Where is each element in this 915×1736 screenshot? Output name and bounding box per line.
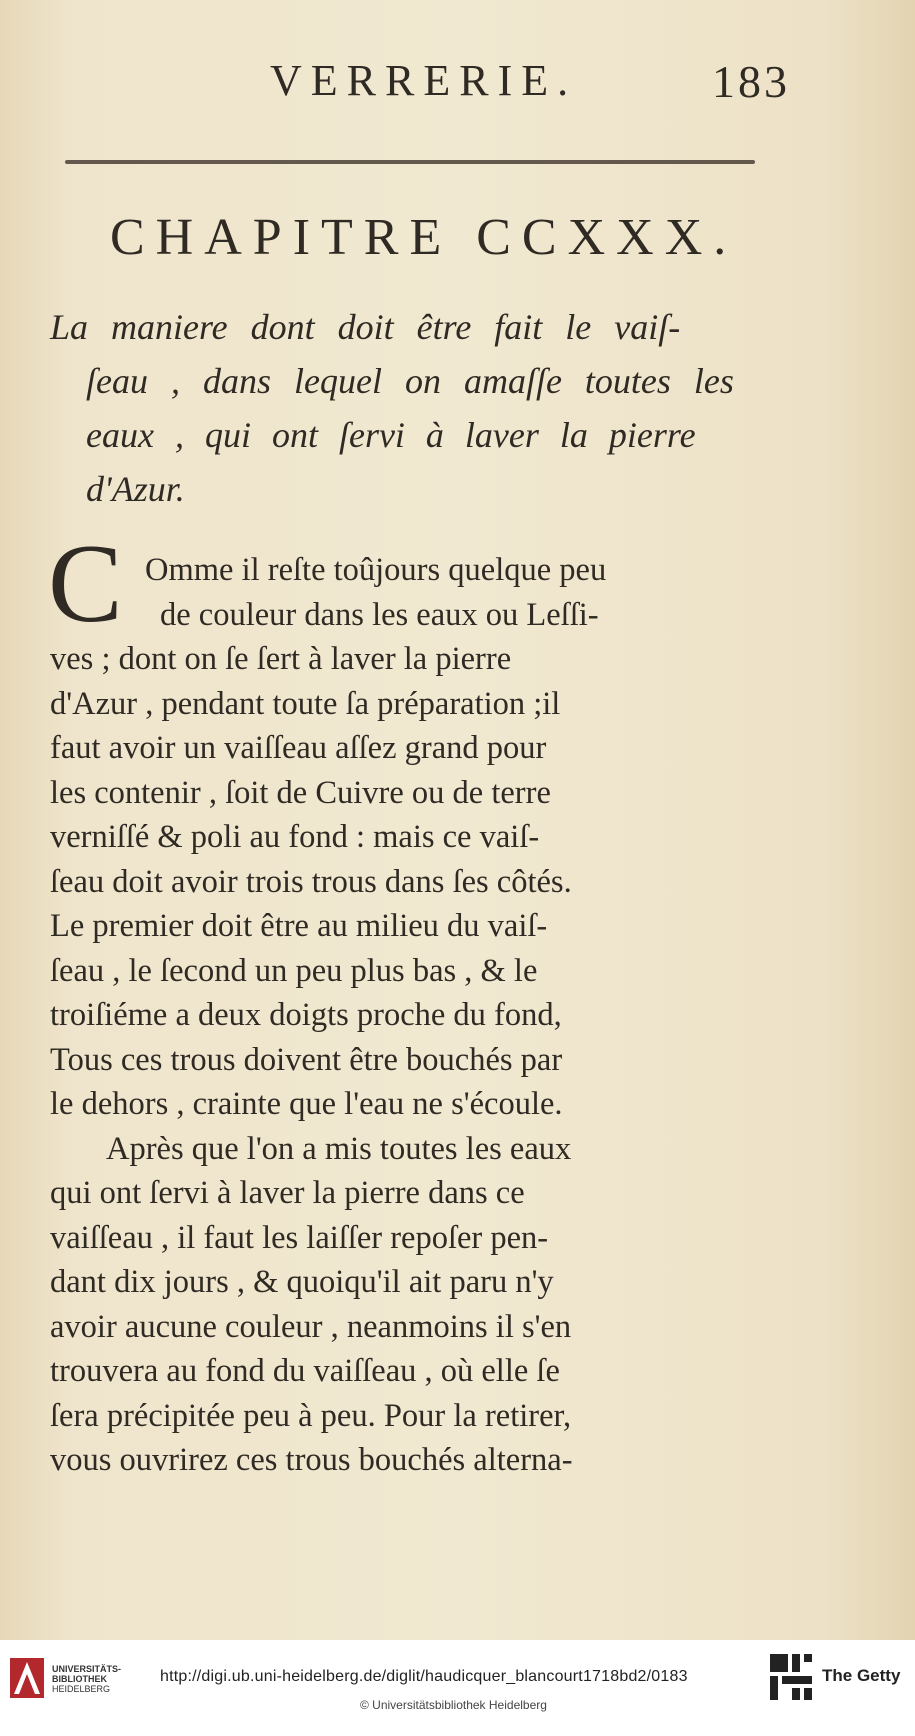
chapter-title: CHAPITRE CCXXX. xyxy=(110,209,738,266)
drop-cap: C xyxy=(48,522,123,646)
getty-logo-icon[interactable] xyxy=(768,1652,814,1704)
text-line: dant dix jours , & quoiqu'il ait paru n'y xyxy=(50,1264,554,1300)
text-line: Omme il reſte toûjours quelque peu xyxy=(145,552,607,588)
text-line: ſeau doit avoir trois trous dans ſes côtés. xyxy=(50,863,572,900)
running-title: VERRERIE. xyxy=(270,56,578,105)
text-line: Tous ces trous doivent être bouchés par xyxy=(50,1041,563,1078)
text-line: d'Azur , pendant toute ſa préparation ;il xyxy=(50,685,561,722)
partner-name: The Getty xyxy=(822,1666,901,1685)
subtitle-line: d'Azur. xyxy=(86,469,185,509)
copyright-notice: © Universitätsbibliothek Heidelberg xyxy=(360,1698,547,1712)
text-line: ſera précipitée peu à peu. Pour la retirer, xyxy=(50,1397,572,1434)
text-line: vous ouvrirez ces trous bouchés alterna- xyxy=(50,1442,573,1478)
text-line: Après que l'on a mis toutes les eaux xyxy=(106,1130,572,1167)
university-name: UNIVERSITÄTS- BIBLIOTHEK HEIDELBERG xyxy=(52,1664,122,1694)
text-line: trouvera au fond du vaiſſeau , où elle ſe xyxy=(50,1353,560,1389)
text-line: ves ; dont on ſe ſert à laver la pierre xyxy=(50,641,512,677)
subtitle-line: ſeau , dans lequel on amaſſe toutes les xyxy=(86,361,734,401)
source-link[interactable]: http://digi.ub.uni-heidelberg.de/diglit/haudicquer_blancourt1718bd2/0183 xyxy=(160,1668,688,1685)
text-line: les contenir , ſoit de Cuivre ou de terre xyxy=(50,774,551,811)
running-head xyxy=(270,55,790,115)
subtitle-line: La maniere dont doit être fait le vaiſ- xyxy=(50,307,681,347)
chapter-subtitle xyxy=(50,300,820,516)
text-line: troiſiéme a deux doigts proche du fond, xyxy=(50,997,562,1033)
text-line: de couleur dans les eaux ou Leſſi- xyxy=(160,596,599,633)
text-line: faut avoir un vaiſſeau aſſez grand pour xyxy=(50,730,547,766)
text-line: qui ont ſervi à laver la pierre dans ce xyxy=(50,1175,525,1211)
text-line: Le premier doit être au milieu du vaiſ- xyxy=(50,908,548,944)
university-logo-icon[interactable] xyxy=(8,1654,46,1702)
text-line: ſeau , le ſecond un peu plus bas , & le xyxy=(50,952,538,989)
text-line: verniſſé & poli au fond : mais ce vaiſ- xyxy=(50,819,540,855)
text-line: vaiſſeau , il faut les laiſſer repoſer pen- xyxy=(50,1219,549,1256)
viewer-footer xyxy=(0,1640,915,1736)
text-line: avoir aucune couleur , neanmoins il s'en xyxy=(50,1308,572,1345)
text-line: le dehors , crainte que l'eau ne s'écoule. xyxy=(50,1086,563,1122)
body-text xyxy=(50,548,820,1483)
header-rule xyxy=(65,160,755,164)
subtitle-line: eaux , qui ont ſervi à laver la pierre xyxy=(86,415,696,455)
page-number: 183 xyxy=(712,56,790,107)
